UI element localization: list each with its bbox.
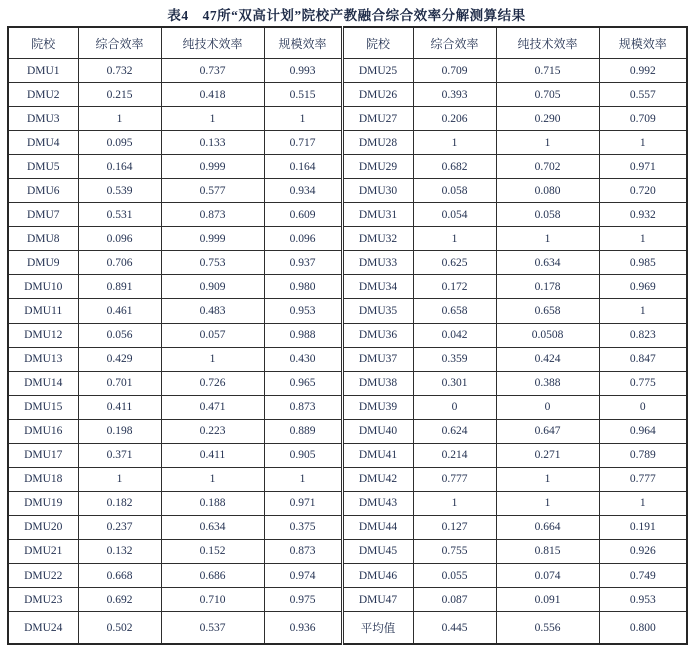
- efficiency-value-cell: 0.975: [264, 588, 342, 612]
- efficiency-value-cell: 0.889: [264, 419, 342, 443]
- table-row: [8, 612, 687, 644]
- dmu-label-cell: DMU29: [342, 155, 413, 179]
- table-row: [8, 395, 687, 419]
- efficiency-value-cell: 0.537: [161, 612, 264, 644]
- efficiency-value-cell: 0.702: [496, 155, 599, 179]
- dmu-label-cell: DMU46: [342, 563, 413, 587]
- efficiency-value-cell: 0.873: [264, 395, 342, 419]
- efficiency-value-cell: 0: [496, 395, 599, 419]
- table-row: [8, 443, 687, 467]
- dmu-label-cell: DMU32: [342, 227, 413, 251]
- efficiency-value-cell: 0.215: [78, 83, 161, 107]
- efficiency-value-cell: 0.936: [264, 612, 342, 644]
- efficiency-value-cell: 0: [599, 395, 687, 419]
- header-college-left: 院校: [8, 27, 78, 59]
- efficiency-value-cell: 0.715: [496, 59, 599, 83]
- efficiency-value-cell: 0.371: [78, 443, 161, 467]
- efficiency-value-cell: 1: [161, 347, 264, 371]
- dmu-label-cell: DMU4: [8, 131, 78, 155]
- efficiency-table: [7, 26, 688, 645]
- dmu-label-cell: DMU30: [342, 179, 413, 203]
- dmu-label-cell: DMU8: [8, 227, 78, 251]
- dmu-label-cell: DMU38: [342, 371, 413, 395]
- efficiency-value-cell: 1: [599, 131, 687, 155]
- efficiency-value-cell: 0.823: [599, 323, 687, 347]
- efficiency-value-cell: 0.717: [264, 131, 342, 155]
- dmu-label-cell: DMU44: [342, 515, 413, 539]
- efficiency-value-cell: 0.191: [599, 515, 687, 539]
- table-row: [8, 563, 687, 587]
- efficiency-value-cell: 0.709: [599, 107, 687, 131]
- efficiency-value-cell: 0.290: [496, 107, 599, 131]
- efficiency-value-cell: 0.815: [496, 539, 599, 563]
- dmu-label-cell: DMU16: [8, 419, 78, 443]
- efficiency-value-cell: 0.932: [599, 203, 687, 227]
- table-row: [8, 155, 687, 179]
- dmu-label-cell: DMU43: [342, 491, 413, 515]
- table-row: [8, 59, 687, 83]
- dmu-label-cell: DMU33: [342, 251, 413, 275]
- efficiency-value-cell: 0.445: [413, 612, 496, 644]
- efficiency-value-cell: 0.411: [161, 443, 264, 467]
- table-row: [8, 491, 687, 515]
- dmu-label-cell: DMU5: [8, 155, 78, 179]
- efficiency-value-cell: 0.985: [599, 251, 687, 275]
- dmu-label-cell: DMU10: [8, 275, 78, 299]
- efficiency-value-cell: 0.905: [264, 443, 342, 467]
- efficiency-value-cell: 0.188: [161, 491, 264, 515]
- dmu-label-cell: DMU22: [8, 563, 78, 587]
- efficiency-value-cell: 0.777: [599, 467, 687, 491]
- dmu-label-cell: DMU11: [8, 299, 78, 323]
- efficiency-value-cell: 0.755: [413, 539, 496, 563]
- efficiency-value-cell: 0.789: [599, 443, 687, 467]
- header-pure-technical-left: 纯技术效率: [161, 27, 264, 59]
- efficiency-value-cell: 0.301: [413, 371, 496, 395]
- efficiency-value-cell: 0.393: [413, 83, 496, 107]
- dmu-label-cell: DMU3: [8, 107, 78, 131]
- efficiency-value-cell: 0.625: [413, 251, 496, 275]
- dmu-label-cell: 平均值: [342, 612, 413, 644]
- efficiency-value-cell: 0.634: [496, 251, 599, 275]
- efficiency-value-cell: 0.647: [496, 419, 599, 443]
- efficiency-value-cell: 1: [161, 467, 264, 491]
- dmu-label-cell: DMU39: [342, 395, 413, 419]
- table-row: [8, 227, 687, 251]
- efficiency-value-cell: 1: [78, 107, 161, 131]
- table-row: [8, 179, 687, 203]
- efficiency-value-cell: 1: [496, 131, 599, 155]
- efficiency-value-cell: 1: [496, 227, 599, 251]
- efficiency-value-cell: 0.539: [78, 179, 161, 203]
- table-row: [8, 131, 687, 155]
- efficiency-value-cell: 0.096: [78, 227, 161, 251]
- efficiency-value-cell: 0.206: [413, 107, 496, 131]
- dmu-label-cell: DMU13: [8, 347, 78, 371]
- dmu-label-cell: DMU37: [342, 347, 413, 371]
- dmu-label-cell: DMU42: [342, 467, 413, 491]
- header-scale-right: 规模效率: [599, 27, 687, 59]
- efficiency-value-cell: 0.056: [78, 323, 161, 347]
- table-row: [8, 467, 687, 491]
- efficiency-value-cell: 0.706: [78, 251, 161, 275]
- efficiency-value-cell: 0.133: [161, 131, 264, 155]
- dmu-label-cell: DMU20: [8, 515, 78, 539]
- table-row: [8, 107, 687, 131]
- table-row: [8, 371, 687, 395]
- header-comprehensive-left: 综合效率: [78, 27, 161, 59]
- efficiency-value-cell: 0.198: [78, 419, 161, 443]
- efficiency-value-cell: 0.710: [161, 588, 264, 612]
- efficiency-value-cell: 0.634: [161, 515, 264, 539]
- efficiency-value-cell: 0.164: [264, 155, 342, 179]
- efficiency-value-cell: 0.971: [599, 155, 687, 179]
- efficiency-value-cell: 0.080: [496, 179, 599, 203]
- efficiency-value-cell: 0.926: [599, 539, 687, 563]
- efficiency-value-cell: 0.172: [413, 275, 496, 299]
- efficiency-value-cell: 1: [78, 467, 161, 491]
- efficiency-value-cell: 0.953: [599, 588, 687, 612]
- efficiency-value-cell: 0.429: [78, 347, 161, 371]
- efficiency-value-cell: 0.502: [78, 612, 161, 644]
- efficiency-value-cell: 1: [413, 491, 496, 515]
- efficiency-value-cell: 0.737: [161, 59, 264, 83]
- efficiency-value-cell: 1: [599, 299, 687, 323]
- efficiency-value-cell: 0.891: [78, 275, 161, 299]
- efficiency-value-cell: 0.658: [496, 299, 599, 323]
- efficiency-value-cell: 0.132: [78, 539, 161, 563]
- efficiency-value-cell: 0: [413, 395, 496, 419]
- dmu-label-cell: DMU24: [8, 612, 78, 644]
- efficiency-value-cell: 0.388: [496, 371, 599, 395]
- efficiency-value-cell: 0.999: [161, 227, 264, 251]
- efficiency-value-cell: 0.424: [496, 347, 599, 371]
- table-row: [8, 515, 687, 539]
- table-row: [8, 588, 687, 612]
- efficiency-value-cell: 0.664: [496, 515, 599, 539]
- header-scale-left: 规模效率: [264, 27, 342, 59]
- efficiency-value-cell: 0.974: [264, 563, 342, 587]
- efficiency-value-cell: 0.577: [161, 179, 264, 203]
- efficiency-value-cell: 0.074: [496, 563, 599, 587]
- table-row: [8, 347, 687, 371]
- efficiency-value-cell: 0.682: [413, 155, 496, 179]
- efficiency-value-cell: 0.430: [264, 347, 342, 371]
- efficiency-value-cell: 0.873: [161, 203, 264, 227]
- efficiency-value-cell: 0.668: [78, 563, 161, 587]
- table-row: [8, 83, 687, 107]
- dmu-label-cell: DMU7: [8, 203, 78, 227]
- efficiency-value-cell: 0.557: [599, 83, 687, 107]
- efficiency-value-cell: 0.178: [496, 275, 599, 299]
- efficiency-value-cell: 0.223: [161, 419, 264, 443]
- dmu-label-cell: DMU41: [342, 443, 413, 467]
- efficiency-value-cell: 0.091: [496, 588, 599, 612]
- efficiency-value-cell: 0.692: [78, 588, 161, 612]
- dmu-label-cell: DMU17: [8, 443, 78, 467]
- dmu-label-cell: DMU18: [8, 467, 78, 491]
- efficiency-value-cell: 0.971: [264, 491, 342, 515]
- efficiency-value-cell: 1: [413, 131, 496, 155]
- efficiency-value-cell: 0.686: [161, 563, 264, 587]
- table-row: [8, 299, 687, 323]
- efficiency-value-cell: 0.909: [161, 275, 264, 299]
- header-row: [8, 27, 687, 59]
- dmu-label-cell: DMU25: [342, 59, 413, 83]
- header-comprehensive-right: 综合效率: [413, 27, 496, 59]
- efficiency-value-cell: 0.483: [161, 299, 264, 323]
- efficiency-value-cell: 0.705: [496, 83, 599, 107]
- efficiency-value-cell: 0.969: [599, 275, 687, 299]
- efficiency-value-cell: 0.720: [599, 179, 687, 203]
- dmu-label-cell: DMU31: [342, 203, 413, 227]
- efficiency-value-cell: 0.965: [264, 371, 342, 395]
- efficiency-value-cell: 0.777: [413, 467, 496, 491]
- efficiency-value-cell: 0.964: [599, 419, 687, 443]
- efficiency-value-cell: 0.214: [413, 443, 496, 467]
- efficiency-value-cell: 0.461: [78, 299, 161, 323]
- efficiency-value-cell: 1: [599, 491, 687, 515]
- dmu-label-cell: DMU27: [342, 107, 413, 131]
- dmu-label-cell: DMU1: [8, 59, 78, 83]
- efficiency-value-cell: 0.152: [161, 539, 264, 563]
- dmu-label-cell: DMU45: [342, 539, 413, 563]
- dmu-label-cell: DMU34: [342, 275, 413, 299]
- dmu-label-cell: DMU14: [8, 371, 78, 395]
- efficiency-value-cell: 0.164: [78, 155, 161, 179]
- efficiency-value-cell: 0.726: [161, 371, 264, 395]
- efficiency-value-cell: 1: [264, 107, 342, 131]
- dmu-label-cell: DMU19: [8, 491, 78, 515]
- efficiency-value-cell: 0.701: [78, 371, 161, 395]
- efficiency-value-cell: 0.471: [161, 395, 264, 419]
- dmu-label-cell: DMU9: [8, 251, 78, 275]
- dmu-label-cell: DMU47: [342, 588, 413, 612]
- table-row: [8, 419, 687, 443]
- efficiency-value-cell: 0.753: [161, 251, 264, 275]
- dmu-label-cell: DMU28: [342, 131, 413, 155]
- dmu-label-cell: DMU23: [8, 588, 78, 612]
- efficiency-value-cell: 0.055: [413, 563, 496, 587]
- efficiency-value-cell: 0.0508: [496, 323, 599, 347]
- dmu-label-cell: DMU2: [8, 83, 78, 107]
- efficiency-value-cell: 0.531: [78, 203, 161, 227]
- efficiency-value-cell: 1: [496, 467, 599, 491]
- efficiency-value-cell: 0.624: [413, 419, 496, 443]
- efficiency-value-cell: 0.999: [161, 155, 264, 179]
- efficiency-value-cell: 0.182: [78, 491, 161, 515]
- efficiency-value-cell: 0.237: [78, 515, 161, 539]
- efficiency-value-cell: 0.418: [161, 83, 264, 107]
- table-row: [8, 323, 687, 347]
- efficiency-value-cell: 0.800: [599, 612, 687, 644]
- efficiency-value-cell: 0.609: [264, 203, 342, 227]
- efficiency-value-cell: 0.087: [413, 588, 496, 612]
- efficiency-value-cell: 0.359: [413, 347, 496, 371]
- table-body: [8, 59, 687, 645]
- efficiency-value-cell: 1: [161, 107, 264, 131]
- efficiency-value-cell: 0.749: [599, 563, 687, 587]
- dmu-label-cell: DMU36: [342, 323, 413, 347]
- efficiency-value-cell: 0.873: [264, 539, 342, 563]
- efficiency-value-cell: 0.988: [264, 323, 342, 347]
- dmu-label-cell: DMU21: [8, 539, 78, 563]
- efficiency-value-cell: 0.375: [264, 515, 342, 539]
- header-pure-technical-right: 纯技术效率: [496, 27, 599, 59]
- efficiency-value-cell: 0.095: [78, 131, 161, 155]
- efficiency-value-cell: 0.953: [264, 299, 342, 323]
- efficiency-value-cell: 0.992: [599, 59, 687, 83]
- efficiency-value-cell: 1: [599, 227, 687, 251]
- table-row: [8, 275, 687, 299]
- efficiency-value-cell: 0.937: [264, 251, 342, 275]
- table-caption: 表4 47所“双高计划”院校产教融合综合效率分解测算结果: [167, 8, 526, 23]
- efficiency-value-cell: 0.934: [264, 179, 342, 203]
- efficiency-value-cell: 0.058: [496, 203, 599, 227]
- dmu-label-cell: DMU26: [342, 83, 413, 107]
- table-row: [8, 203, 687, 227]
- efficiency-value-cell: 0.993: [264, 59, 342, 83]
- table-header: [8, 27, 687, 59]
- efficiency-value-cell: 0.127: [413, 515, 496, 539]
- header-college-right: 院校: [342, 27, 413, 59]
- dmu-label-cell: DMU6: [8, 179, 78, 203]
- efficiency-value-cell: 1: [413, 227, 496, 251]
- efficiency-value-cell: 0.515: [264, 83, 342, 107]
- efficiency-value-cell: 0.709: [413, 59, 496, 83]
- efficiency-value-cell: 0.042: [413, 323, 496, 347]
- efficiency-value-cell: 0.775: [599, 371, 687, 395]
- efficiency-value-cell: 0.980: [264, 275, 342, 299]
- efficiency-value-cell: 0.054: [413, 203, 496, 227]
- efficiency-value-cell: 0.847: [599, 347, 687, 371]
- efficiency-value-cell: 0.556: [496, 612, 599, 644]
- dmu-label-cell: DMU15: [8, 395, 78, 419]
- efficiency-value-cell: 0.732: [78, 59, 161, 83]
- efficiency-value-cell: 0.411: [78, 395, 161, 419]
- table-row: [8, 251, 687, 275]
- dmu-label-cell: DMU35: [342, 299, 413, 323]
- dmu-label-cell: DMU12: [8, 323, 78, 347]
- efficiency-value-cell: 0.058: [413, 179, 496, 203]
- efficiency-value-cell: 0.096: [264, 227, 342, 251]
- efficiency-value-cell: 1: [264, 467, 342, 491]
- efficiency-value-cell: 0.658: [413, 299, 496, 323]
- efficiency-value-cell: 1: [496, 491, 599, 515]
- efficiency-value-cell: 0.271: [496, 443, 599, 467]
- efficiency-value-cell: 0.057: [161, 323, 264, 347]
- dmu-label-cell: DMU40: [342, 419, 413, 443]
- table-row: [8, 539, 687, 563]
